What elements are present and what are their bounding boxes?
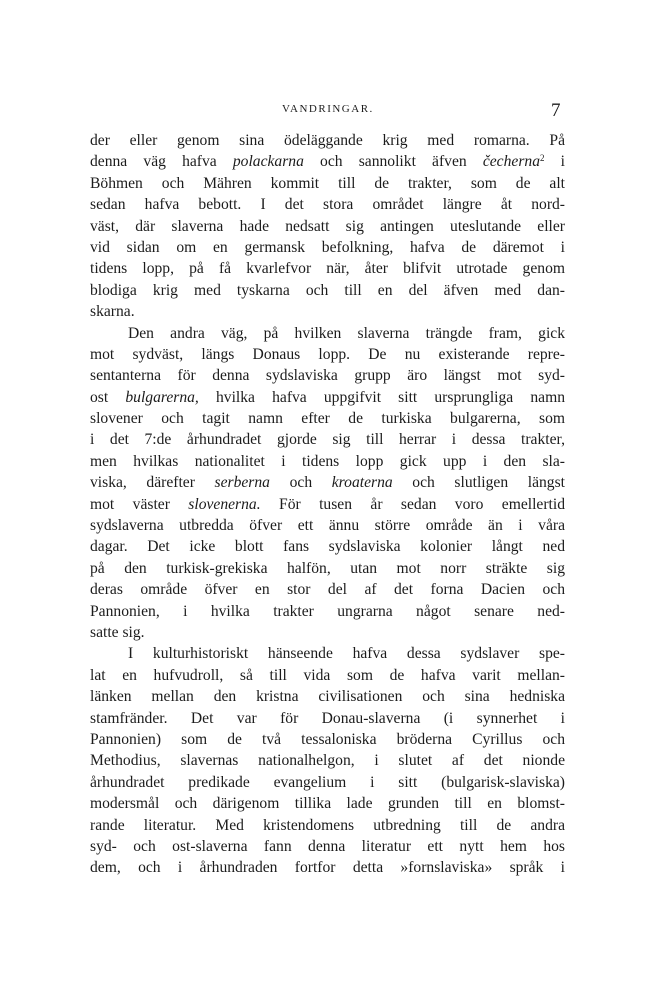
text-line: deras område öfver en stor del af det forna Dacien och: [90, 581, 565, 599]
text-line: men hvilkas nationalitet i tidens lopp gick upp i den sla-: [90, 452, 565, 470]
text-line: dem, och i århundraden fortfor detta »fornslaviska» språk i: [90, 859, 565, 877]
text-line: tidens lopp, på få kvarlefvor när, åter blifvit utrotade genom: [90, 260, 565, 278]
text-line: slovener och tagit namn efter de turkiska bulgarerna, som: [90, 410, 565, 428]
text-line: på den turkisk-grekiska halfön, utan mot norr sträkte sig: [90, 559, 565, 577]
text-line: i det 7:de århundradet gjorde sig till herrar i dessa trakter,: [90, 431, 565, 449]
text-line: viska, därefter serberna och kroaterna och slutligen längst: [90, 474, 566, 492]
text-line: mot sydväst, längs Donaus lopp. De nu existerande repre-: [90, 345, 565, 363]
text-line: I kulturhistoriskt hänseende hafva dessa sydslaver spe-: [128, 645, 565, 663]
running-head: [0, 100, 664, 124]
text-line: dagar. Det icke blott fans sydslaviska kolonier långt ned: [90, 538, 565, 556]
text-line: väst, där slaverna hade nedsatt sig antingen uteslutande eller: [90, 217, 565, 235]
text-line: modersmål och därigenom tillika lade grunden till en blomst-: [90, 795, 565, 813]
text-line: der eller genom sina ödeläggande krig med romarna. På: [90, 132, 565, 149]
text-line: lat en hufvudroll, så till vida som de hafva varit mellan-: [90, 666, 565, 684]
text-line: denna väg hafva polackarna och sannolikt äfven čecherna$^2$ i: [90, 153, 565, 171]
text-line: länken mellan den kristna civilisationen och sina hedniska: [90, 688, 565, 706]
text-line: satte sig.: [90, 623, 145, 641]
text-line: Methodius, slavernas nationalhelgon, i slutet af det nionde: [90, 752, 565, 770]
text-line: sedan hafva bebott. I det stora området längre åt nord-: [90, 196, 565, 214]
text-line: ost bulgarerna, hvilka hafva uppgifvit sitt ursprungliga namn: [90, 388, 565, 406]
text-line: Den andra väg, på hvilken slaverna trängde fram, gick: [128, 324, 565, 342]
text-line: syd- och ost-slaverna fann denna literatur ett nytt hem hos: [90, 837, 565, 855]
text-line: rande literatur. Med kristendomens utbredning till de andra: [90, 816, 565, 834]
body-text: [90, 130, 565, 879]
page-number: 7: [551, 100, 561, 121]
text-line: århundradet predikade evangelium i sitt (bulgarisk-slaviska): [90, 773, 565, 791]
text-line: mot väster slovenerna. För tusen år sedan voro emellertid: [90, 495, 565, 513]
text-line: vid sidan om en germansk befolkning, hafva de däremot i: [90, 238, 565, 256]
text-line: blodiga krig med tyskarna och till en del äfven med dan-: [90, 281, 565, 299]
text-line: sentanterna för denna sydslaviska grupp äro längst mot syd-: [90, 367, 565, 385]
text-line: skarna.: [90, 303, 135, 321]
text-line: Pannonien, i hvilka trakter ungrarna något senare ned-: [90, 602, 565, 620]
text-line: Böhmen och Mähren kommit till de trakter, som de alt: [90, 174, 565, 192]
running-title: VANDRINGAR.: [282, 103, 374, 115]
text-line: stamfränder. Det var för Donau-slaverna (i synnerhet i: [90, 709, 565, 727]
text-line: sydslaverna utbredda öfver ett ännu större område än i våra: [90, 517, 565, 535]
footnote-marker: 2: [540, 153, 545, 164]
text-line: Pannonien) som de två tessaloniska bröderna Cyrillus och: [90, 730, 565, 748]
